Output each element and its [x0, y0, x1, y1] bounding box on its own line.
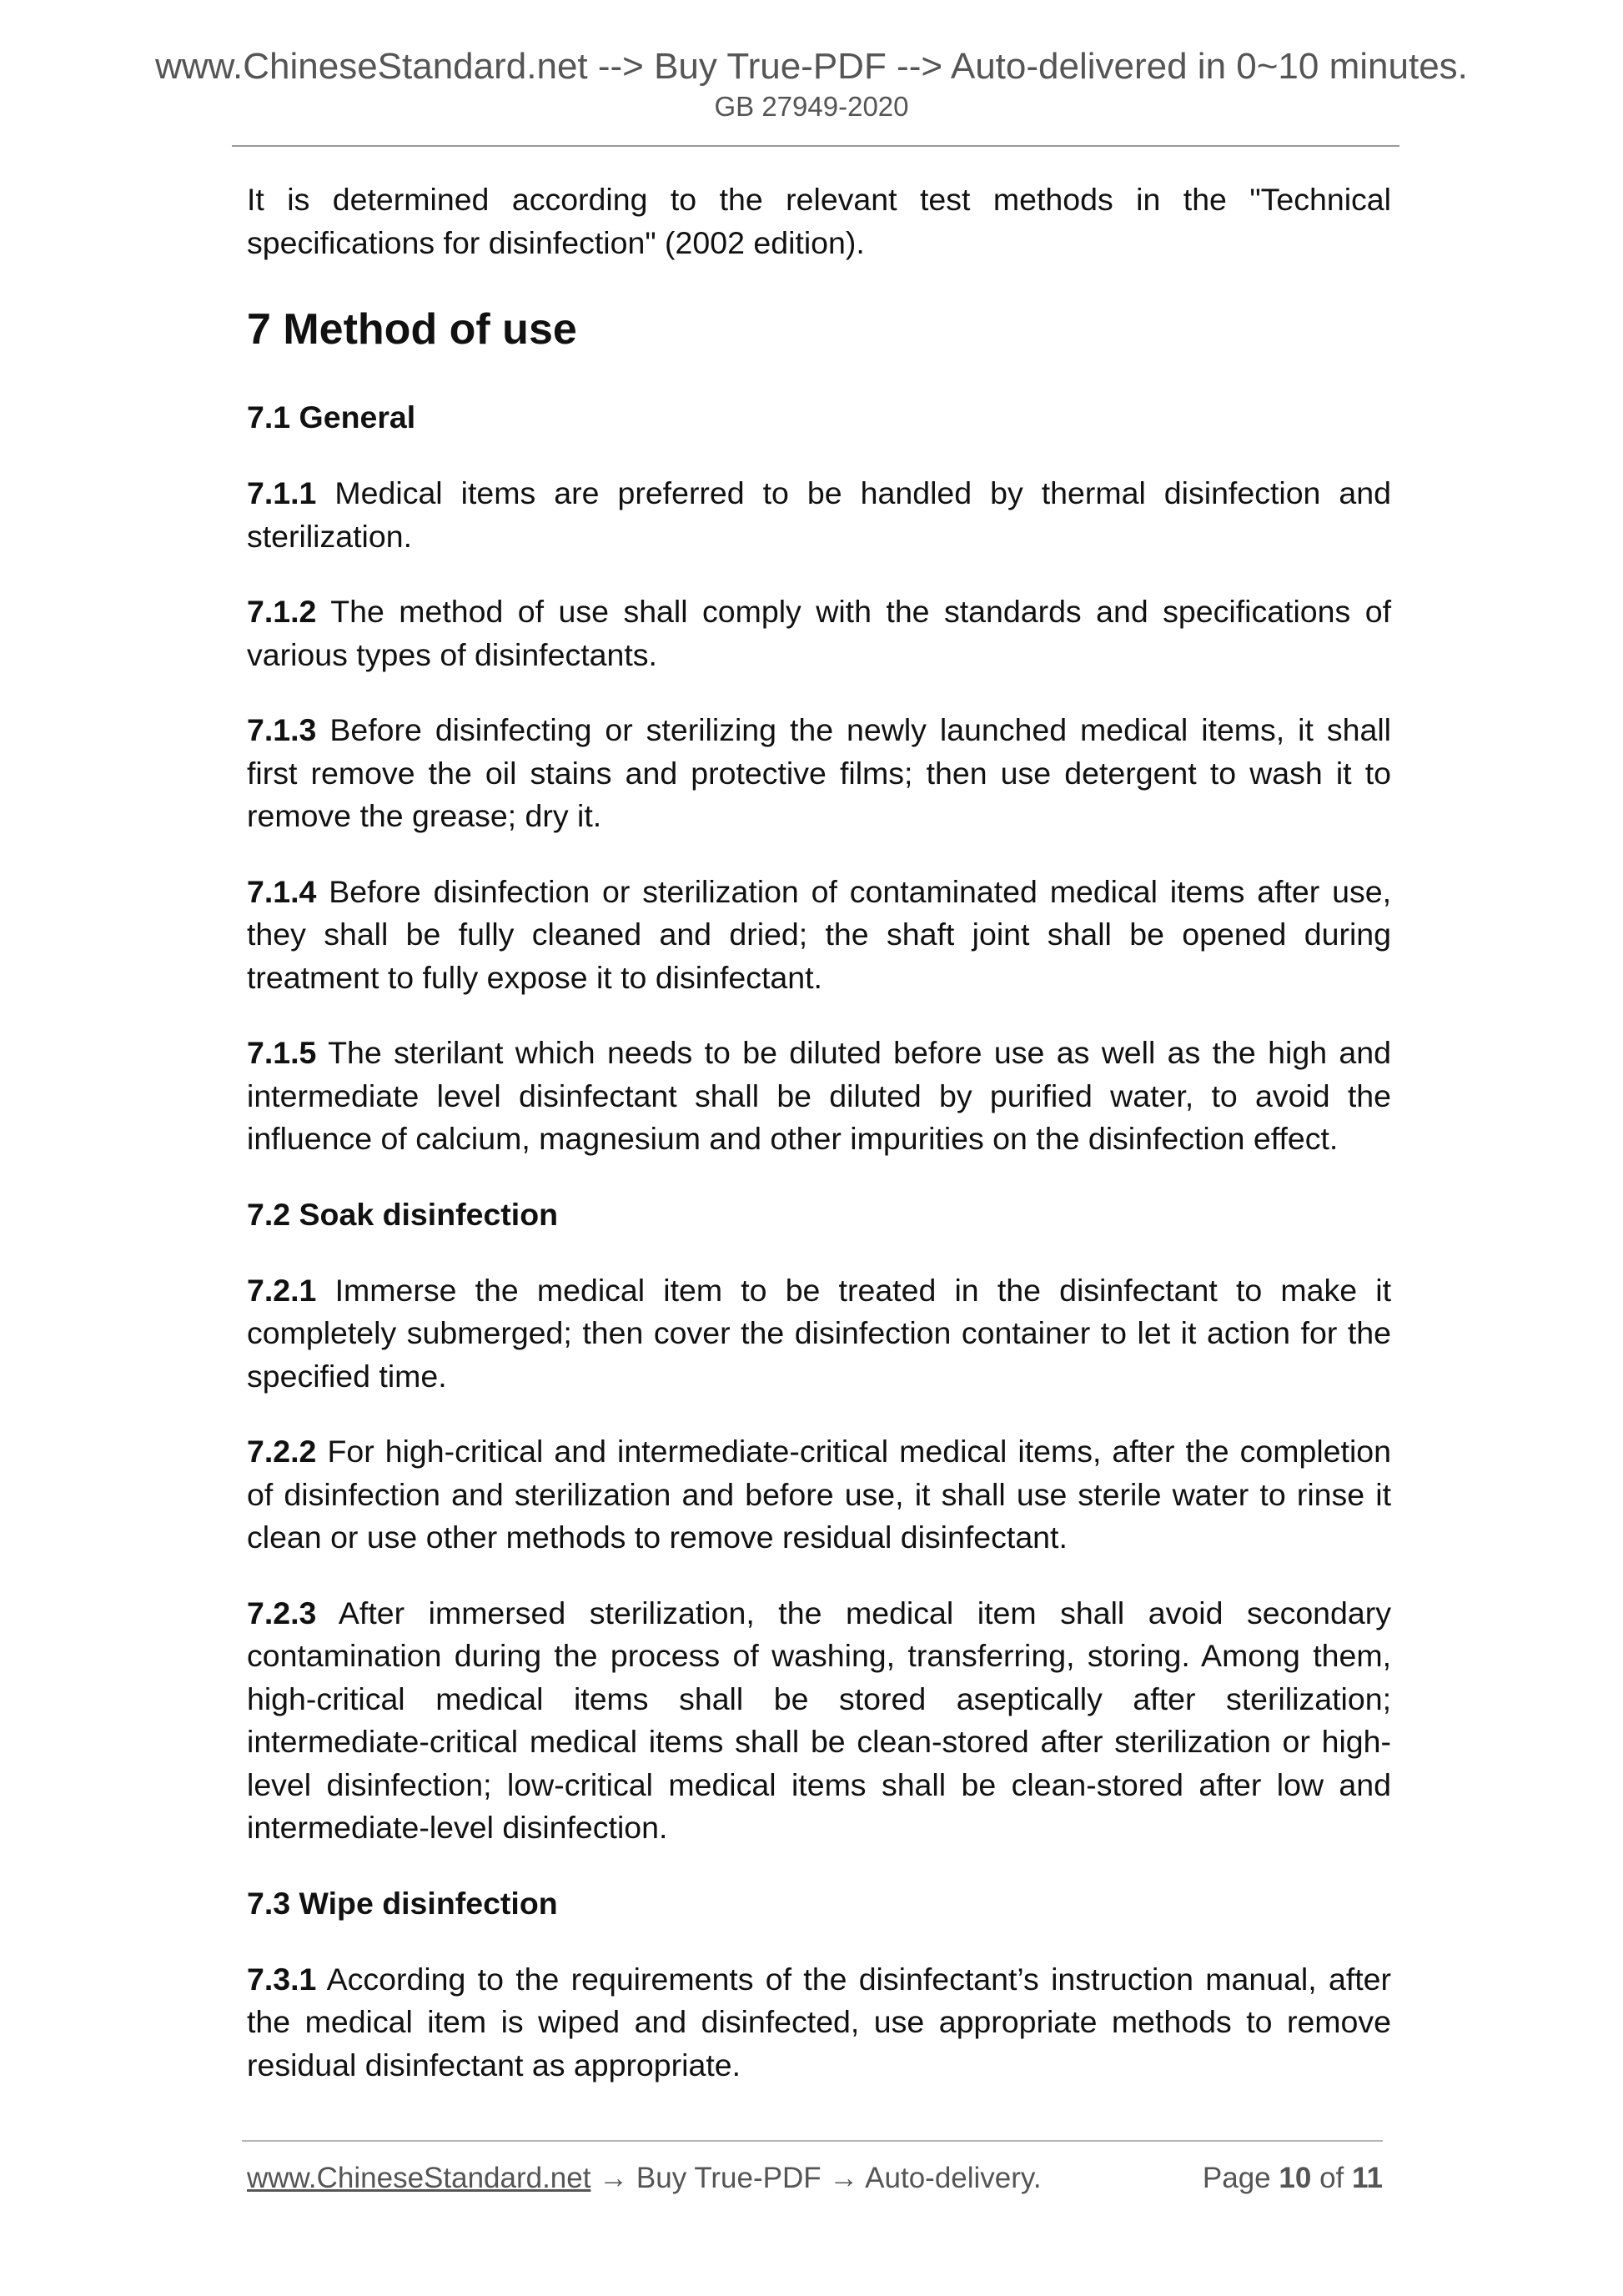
- clause-7-3-1: [247, 1958, 1391, 2088]
- footer-divider: [242, 2140, 1383, 2142]
- intro-paragraph: It is determined according to the relevant test methods in the "Technical specifications for disinfection" (2002 edition).: [247, 182, 1391, 260]
- current-page-number: 10: [1279, 2162, 1312, 2194]
- section-title: 7 Method of use: [247, 305, 577, 354]
- clause-7-1-2: [247, 590, 1391, 676]
- page-indicator: [1203, 2158, 1383, 2198]
- subsection-title-7-1: 7.1 General: [247, 399, 416, 435]
- clause-number: 7.1.2: [247, 594, 317, 629]
- clause-text: The method of use shall comply with the standards and specifications of various types of disinfectants.: [247, 594, 1391, 672]
- clause-text: Before disinfection or sterilization of contaminated medical items after use, they shall be fully cleaned and dried; the shaft joint shall be opened during treatment to fully expose it to disinfectant.: [247, 873, 1391, 995]
- clause-number: 7.3.1: [247, 1961, 317, 1997]
- clause-7-2-2: [247, 1430, 1391, 1560]
- of-word: of: [1319, 2162, 1344, 2194]
- page-word: Page: [1202, 2162, 1271, 2194]
- clause-number: 7.1.5: [247, 1035, 317, 1070]
- clause-number: 7.1.4: [247, 873, 317, 909]
- clause-number: 7.1.3: [247, 712, 317, 747]
- document-body: [247, 178, 1391, 2119]
- clause-number: 7.2.2: [247, 1434, 317, 1469]
- standard-code: GB 27949-2020: [714, 91, 909, 122]
- clause-number: 7.2.3: [247, 1595, 317, 1630]
- clause-text: For high-critical and intermediate-critical medical items, after the completion of disinfection and sterilization and before use, it shall use sterile water to rinse it clean or use other methods to remove residual disinfectant.: [247, 1434, 1391, 1555]
- clause-7-1-4: [247, 871, 1391, 1000]
- clause-7-1-3: [247, 709, 1391, 838]
- clause-text: Medical items are preferred to be handled by thermal disinfection and sterilization.: [247, 475, 1391, 554]
- clause-text: The sterilant which needs to be diluted before use as well as the high and intermediate level disinfectant shall be diluted by purified water, to avoid the influence of calcium, magnesium and other impurities on the disinfection effect.: [247, 1035, 1391, 1156]
- clause-text: Immerse the medical item to be treated in the disinfectant to make it completely submerged; then cover the disinfection container to let it action for the specified time.: [247, 1272, 1392, 1394]
- clause-7-1-1: [247, 472, 1391, 558]
- header-banner: www.ChineseStandard.net --> Buy True-PDF --> Auto-delivered in 0~10 minutes.: [155, 46, 1468, 87]
- clause-text: After immersed sterilization, the medical item shall avoid secondary contamination during the process of washing, transferring, storing. Among them, high-critical medical items shall be stored aseptically after sterilization; intermediate-critical medical items shall be clean-stored after sterilization or high-level disinfection; low-critical medical items shall be clean-stored after low and intermediate-level disinfection.: [247, 1595, 1391, 1845]
- footer-promo: [247, 2158, 1042, 2198]
- subsection-title-7-2: 7.2 Soak disinfection: [247, 1196, 559, 1232]
- footer-promo-text: → Buy True-PDF → Auto-delivery.: [590, 2162, 1042, 2194]
- subsection-title-7-3: 7.3 Wipe disinfection: [247, 1885, 558, 1921]
- total-page-number: 11: [1352, 2162, 1383, 2194]
- clause-number: 7.1.1: [247, 475, 317, 510]
- clause-7-2-3: [247, 1592, 1391, 1850]
- clause-text: Before disinfecting or sterilizing the newly launched medical items, it shall first remove the oil stains and protective films; then use detergent to wash it to remove the grease; dry it.: [247, 712, 1392, 833]
- clause-number: 7.2.1: [247, 1272, 317, 1308]
- header-divider: [232, 145, 1399, 147]
- clause-7-2-1: [247, 1269, 1391, 1399]
- clause-7-1-5: [247, 1032, 1391, 1161]
- site-link[interactable]: www.ChineseStandard.net: [247, 2162, 591, 2194]
- clause-text: According to the requirements of the disinfectant’s instruction manual, after the medical item is wiped and disinfected, use appropriate methods to remove residual disinfectant as appropriate.: [247, 1961, 1391, 2082]
